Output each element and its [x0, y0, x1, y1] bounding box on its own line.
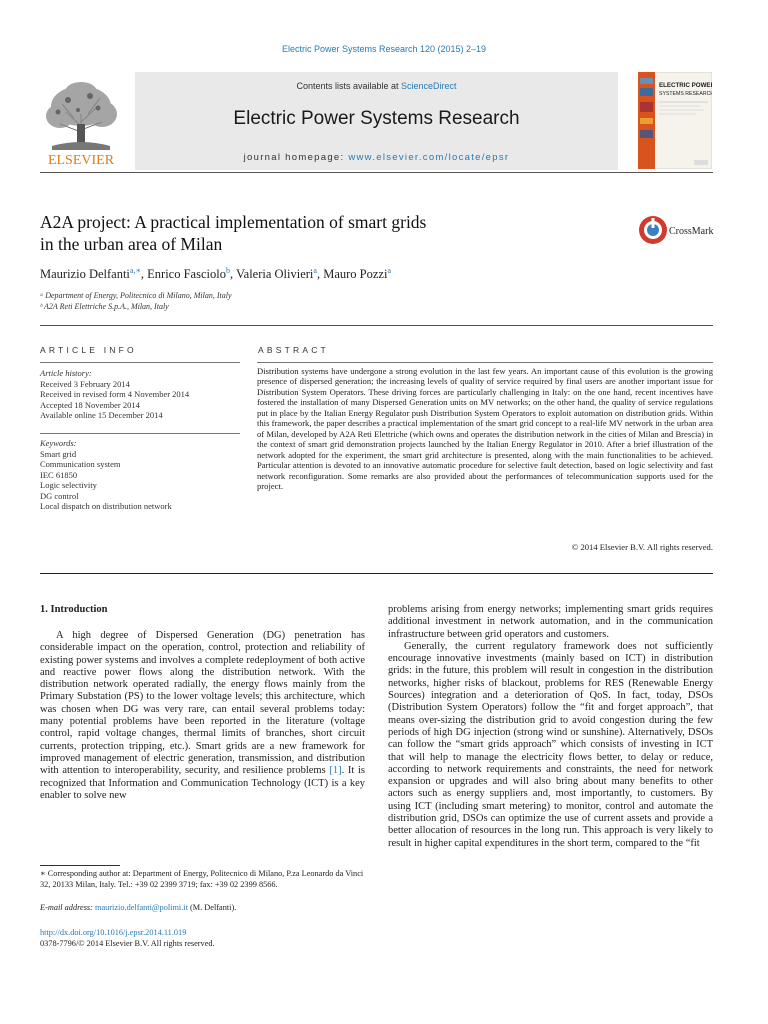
keyword-item: Communication system	[40, 459, 121, 469]
homepage-prefix: journal homepage:	[243, 152, 349, 163]
body-column-left	[40, 630, 365, 802]
article-title-line-2: in the urban area of Milan	[40, 234, 223, 254]
history-accepted: Accepted 18 November 2014	[40, 399, 140, 410]
intro-paragraph-1: A high degree of Dispersed Generation (DG) penetration has considerable impact on the operation, control, protection and reliability of existing power systems and involves a complete redeployment of both active and reactive power flows along the distribution network. With the distribution network operated radially, the energy flows mainly from the Primary Substation (PS) to the lower voltage levels; this architecture, which was chosen when DG was very rare, can entail several problems today: many potential problems have been reported in the literature (voltage control, rapid voltage changes, thermal limits of branches, short circuit currents, protection tripping, etc.). Smart grids are a new framework for improved management of electric generation, transmission, and distribution with attention to interoperability, security, and resilience problems [1]. It is recognized that Information and Communication Technology (ICT) is a key enabler to solve new	[40, 630, 365, 801]
article-info-rule-mid	[40, 433, 240, 434]
svg-text:ELECTRIC POWER: ELECTRIC POWER	[659, 82, 712, 89]
journal-reference[interactable]: Electric Power Systems Research 120 (2015) 2–19	[281, 44, 487, 54]
contents-line	[135, 81, 618, 91]
abstract-heading: ABSTRACT	[258, 345, 329, 355]
author-list: Maurizio Delfanti$^{a,∗}$, Enrico Fasciolo$^b$, Valeria Olivieri$^a$, Mauro Pozzi$^a$	[40, 266, 392, 282]
journal-cover-image	[638, 72, 712, 169]
abstract-text: Distribution systems have undergone a strong evolution in the last few years. An important cause of this evolution is the growing presence of dispersed generation; the increasing levels of quality of service required by final users are another important issue for Distribution System Operators. These driving forces are particularly challenging in Italy: on the one hand, recent incentives have fostered the installation of many Dispersed Generation units on MV networks; on the other hand, the quality of service regulations put in place by the Italian Energy Regulator push Distribution System Operators to exploit automation on distribution grids. Within this framework, the paper describes a practical implementation of the smart grid concept to a real-life MV network in the urban area of Milan, developed by A2A Reti Elettriche (which owns and operates the distribution network in the cities of Milan and Brescia) in the context of smart grid demonstration projects launched by the Italian Energy Regulator in 2010. After a brief illustration of the network adopted for the experiment, the smart grid architecture is presented, along with the main functionalities to be achieved. Particular attention is devoted to an innovative automatic procedure for selective fault detection, based on logic selectivity and fast network reconfiguration. Some remarks are also provided about the performances of telecommunication supports used for the project.	[257, 366, 713, 491]
intro-paragraph-2: Generally, the current regulatory framework does not sufficiently encourage innovative investments (mainly based on ICT) in distribution grids: in the future, this problem will result in congestion in the distribution networks, higher risks of blackout, problems for RES (Renewable Energy Sources) integration and a deterioration of QoS. In fact, today, DSOs (Distribution System Operators) follow the “fit and forget approach”, that means over-sizing the distribution grid to avoid congestion during the few periods of high DG injection (strong wind or sunshine). Alternatively, DSOs can follow the “smart grids approach” which consists of investing in ICT that will help to manage the electricity flows better, to delay or reduce, according to network requirements and constraints, the need for network expansion or upgrades and will also bring about many benefits to other actors such as energy suppliers and, most importantly, to customers. By using ICT (including smart metering) to monitor, control and automate the distribution grid, DSOs can optimize the use of current assets and provide a better allocation of resources in the long run. This approach is very likely to result in higher capital expenditures in the short term, compared to the “fit	[388, 640, 713, 849]
journal-cover[interactable]	[638, 72, 712, 169]
author-3[interactable]: Valeria Olivieri$^a$	[236, 266, 317, 282]
body-column-right	[388, 604, 713, 850]
keyword-item: IEC 61850	[40, 469, 78, 480]
elsevier-wordmark: ELSEVIER	[47, 153, 115, 166]
history-revised: Received in revised form 4 November 2014	[40, 389, 190, 399]
article-title-line-1: A2A project: A practical implementation of smart grids	[40, 212, 427, 232]
abstract-copyright: © 2014 Elsevier B.V. All rights reserved.	[571, 542, 713, 552]
author-1[interactable]: Maurizio Delfanti$^{a,∗}$	[40, 266, 141, 282]
keywords-block	[40, 438, 240, 512]
article-title	[40, 211, 600, 255]
issn-line: 0378-7796/© 2014 Elsevier B.V. All rights reserved.	[40, 939, 215, 948]
history-label: Article history:	[40, 368, 92, 378]
author-4[interactable]: Mauro Pozzi$^a$	[323, 266, 392, 282]
crossmark-icon	[638, 214, 718, 246]
intro-paragraph-continued: problems arising from energy networks; implementing smart grids requires additional investment in network automation, and in the communication infrastructure between grid operators and customers.	[388, 604, 713, 640]
keyword-item: Local dispatch on distribution network	[40, 501, 172, 511]
contents-prefix: Contents lists available at	[296, 81, 402, 91]
email-line	[40, 903, 365, 914]
doi-link[interactable]: http://dx.doi.org/10.1016/j.epsr.2014.11.019	[40, 928, 187, 937]
crossmark-label: CrossMark	[669, 226, 714, 237]
journal-title: Electric Power Systems Research	[233, 108, 520, 129]
email-link[interactable]: maurizio.delfanti@polimi.it	[95, 903, 188, 912]
sciencedirect-link[interactable]: ScienceDirect	[401, 81, 457, 91]
keyword-item: Smart grid	[40, 448, 77, 459]
body-divider	[40, 573, 713, 574]
article-history	[40, 368, 240, 421]
email-label: E-mail address:	[40, 903, 95, 912]
elsevier-logo	[38, 78, 124, 166]
elsevier-tree-icon	[38, 78, 124, 166]
keywords-label: Keywords:	[40, 438, 77, 448]
section-heading-introduction: 1. Introduction	[40, 604, 108, 615]
footnote-rule	[40, 865, 120, 866]
abstract-rule-top	[257, 362, 713, 363]
front-matter-divider	[40, 325, 713, 326]
svg-text:SYSTEMS RESEARCH: SYSTEMS RESEARCH	[659, 91, 712, 97]
header-divider	[40, 172, 713, 173]
article-info-rule-top	[40, 362, 240, 363]
history-online: Available online 15 December 2014	[40, 410, 163, 420]
keyword-item: Logic selectivity	[40, 480, 97, 490]
crossmark-badge[interactable]	[638, 214, 718, 246]
citation-link[interactable]: [1]	[329, 765, 342, 777]
email-suffix: (M. Delfanti).	[187, 903, 237, 912]
corresponding-author-note: ∗ Corresponding author at: Department of Energy, Politecnico di Milano, P.za Leonardo da Vinci 32, 20133 Milan, Italy. Tel.: +39 02 2399 3719; fax: +39 02 2399 8566.	[40, 869, 364, 889]
keyword-item: DG control	[40, 490, 79, 501]
article-info-heading: ARTICLE INFO	[40, 345, 137, 355]
affiliation-a: ᵃ Department of Energy, Politecnico di Milano, Milan, Italy	[40, 291, 232, 300]
affiliation-b: ᵇ A2A Reti Elettriche S.p.A., Milan, Italy	[40, 302, 169, 311]
author-2[interactable]: Enrico Fasciolo$^b$	[147, 266, 230, 282]
homepage-line	[135, 152, 618, 163]
history-received: Received 3 February 2014	[40, 378, 130, 389]
homepage-link[interactable]: www.elsevier.com/locate/epsr	[348, 152, 510, 163]
